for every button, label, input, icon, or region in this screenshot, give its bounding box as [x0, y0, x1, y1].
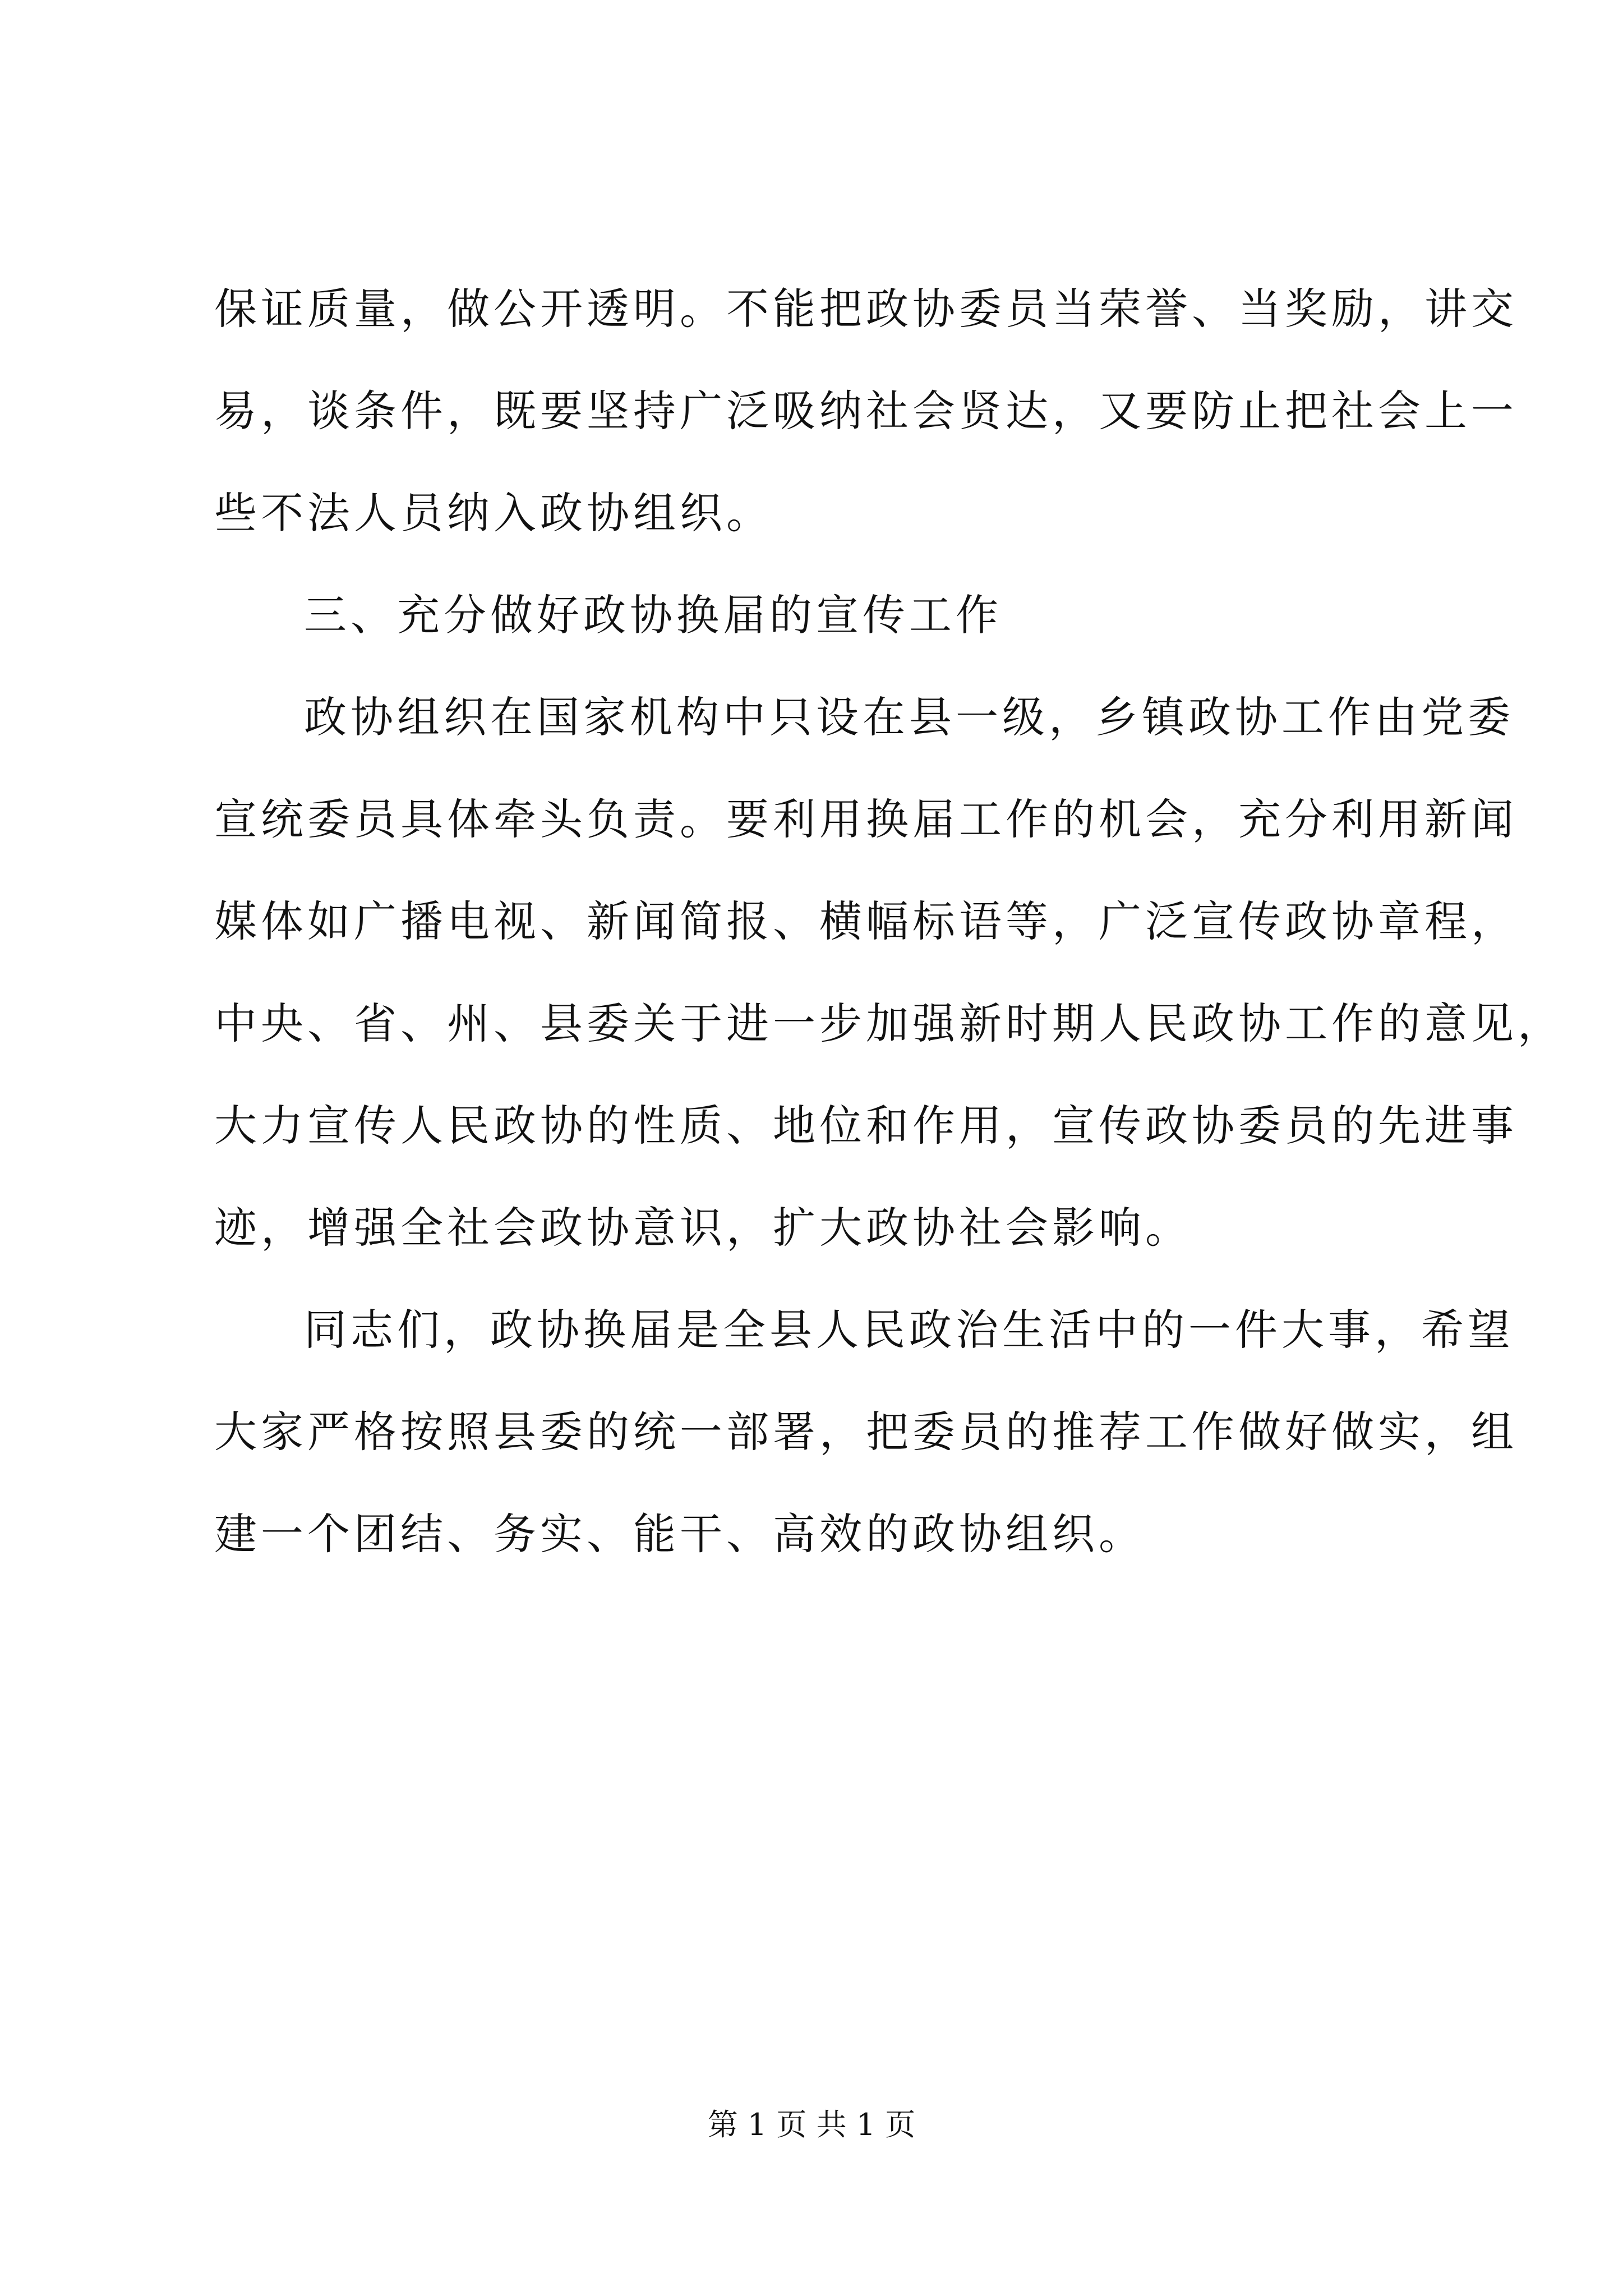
body-line-11: 同志们，政协换届是全县人民政治生活中的一件大事，希望 — [304, 1305, 1514, 1355]
section-heading-3: 三、充分做好政协换届的宣传工作 — [304, 590, 1002, 640]
body-line-9: 大力宣传人民政协的性质、地位和作用，宣传政协委员的先进事 — [214, 1101, 1518, 1151]
body-line-12: 大家严格按照县委的统一部署，把委员的推荐工作做好做实，组 — [214, 1407, 1518, 1457]
body-line-1: 保证质量，做公开透明。不能把政协委员当荣誉、当奖励，讲交 — [214, 284, 1518, 334]
body-line-5: 政协组织在国家机构中只设在县一级，乡镇政协工作由党委 — [304, 692, 1514, 742]
body-line-10: 迹，增强全社会政协意识，扩大政协社会影响。 — [214, 1203, 1192, 1253]
body-line-8: 中央、省、州、县委关于进一步加强新时期人民政协工作的意见， — [214, 999, 1564, 1048]
page-number-footer: 第 1 页 共 1 页 — [707, 2107, 916, 2142]
body-line-3: 些不法人员纳入政协组织。 — [214, 488, 773, 538]
document-body — [214, 258, 1564, 1585]
body-line-2: 易，谈条件，既要坚持广泛吸纳社会贤达，又要防止把社会上一 — [214, 386, 1518, 436]
body-line-13: 建一个团结、务实、能干、高效的政协组织。 — [214, 1509, 1145, 1559]
body-line-7: 媒体如广播电视、新闻简报、横幅标语等，广泛宣传政协章程， — [214, 896, 1518, 946]
body-line-6: 宣统委员具体牵头负责。要利用换届工作的机会，充分利用新闻 — [214, 794, 1518, 844]
